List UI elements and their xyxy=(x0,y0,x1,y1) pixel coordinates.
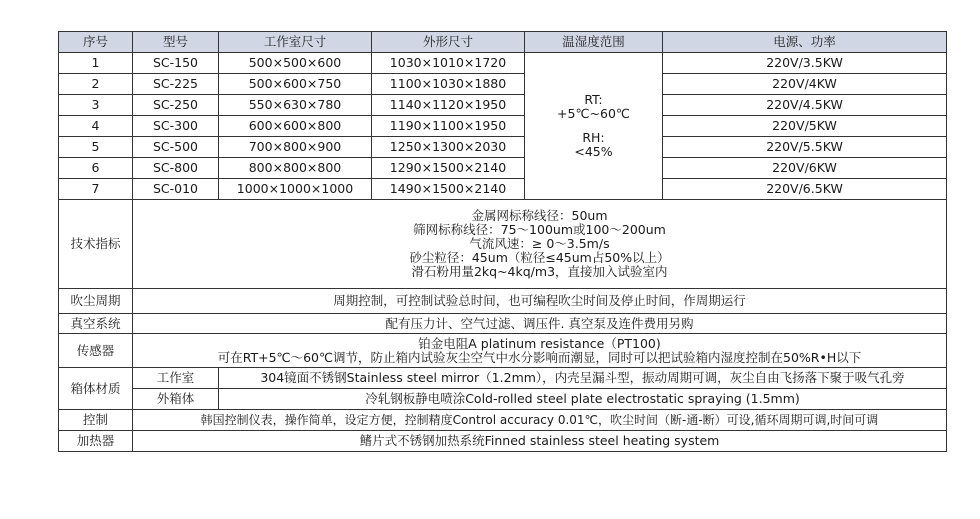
rh-label: RH: xyxy=(582,130,605,145)
tech-spec-label: 技术指标 xyxy=(59,200,133,289)
material-outer-value: 冷轧钢板静电喷涂Cold-rolled steel plate electrostatic spraying (1.5mm) xyxy=(219,389,947,410)
cell-power: 220V/4KW xyxy=(663,74,947,95)
cell-no: 7 xyxy=(59,179,133,200)
cell-model: SC-300 xyxy=(133,116,219,137)
cell-chamber: 700×800×900 xyxy=(219,137,372,158)
cell-outer: 1140×1120×1950 xyxy=(372,95,525,116)
spec-table-container xyxy=(58,31,946,452)
sensor-label: 传感器 xyxy=(59,334,133,368)
table-header-row xyxy=(59,32,947,53)
sensor-row xyxy=(59,334,947,368)
cell-power: 220V/6KW xyxy=(663,158,947,179)
heater-row xyxy=(59,431,947,452)
rh-value: <45% xyxy=(574,144,613,159)
material-inner-value: 304镜面不锈钢Stainless steel mirror（1.2mm），内壳呈漏斗型，振动周期可调，灰尘自由飞扬落下聚于吸气孔旁 xyxy=(219,368,947,389)
header-power: 电源、功率 xyxy=(663,32,947,53)
tech-line: 金属网标称线径：50um xyxy=(471,208,608,223)
rt-value: +5℃~60℃ xyxy=(557,106,630,121)
table-row xyxy=(59,74,947,95)
cell-power: 220V/5KW xyxy=(663,116,947,137)
material-outer-label: 外箱体 xyxy=(133,389,219,410)
cell-no: 5 xyxy=(59,137,133,158)
material-row-inner xyxy=(59,368,947,389)
cell-no: 3 xyxy=(59,95,133,116)
rt-label: RT: xyxy=(584,92,603,107)
cell-model: SC-150 xyxy=(133,53,219,74)
cell-power: 220V/4.5KW xyxy=(663,95,947,116)
cell-model: SC-500 xyxy=(133,137,219,158)
cell-outer: 1190×1100×1950 xyxy=(372,116,525,137)
cell-chamber: 500×600×750 xyxy=(219,74,372,95)
tech-line: 气流风速：≥ 0～3.5m/s xyxy=(469,236,610,251)
vacuum-value: 配有压力计、空气过滤、调压件. 真空泵及连件费用另购 xyxy=(133,314,947,334)
table-row xyxy=(59,53,947,74)
cell-no: 6 xyxy=(59,158,133,179)
material-inner-label: 工作室 xyxy=(133,368,219,389)
cell-no: 2 xyxy=(59,74,133,95)
control-row xyxy=(59,410,947,431)
header-env-range: 温湿度范围 xyxy=(525,32,663,53)
cell-model: SC-225 xyxy=(133,74,219,95)
env-range-cell xyxy=(525,53,663,200)
cell-outer: 1250×1300×2030 xyxy=(372,137,525,158)
cell-outer: 1100×1030×1880 xyxy=(372,74,525,95)
material-row-outer xyxy=(59,389,947,410)
header-model: 型号 xyxy=(133,32,219,53)
vacuum-label: 真空系统 xyxy=(59,314,133,334)
sensor-line: 铂金电阻A platinum resistance（PT100) xyxy=(418,335,661,351)
heater-value: 鳍片式不锈钢加热系统Finned stainless steel heating system xyxy=(133,431,947,452)
material-label: 箱体材质 xyxy=(59,368,133,410)
header-chamber-size: 工作室尺寸 xyxy=(219,32,372,53)
table-row xyxy=(59,137,947,158)
sensor-line: 可在RT+5℃～60℃调节，防止箱内试验灰尘空气中水分影响而潮显，同时可以把试验箱内湿度控制在50%R•H以下 xyxy=(217,349,862,365)
cell-outer: 1290×1500×2140 xyxy=(372,158,525,179)
table-row xyxy=(59,158,947,179)
cell-power: 220V/5.5KW xyxy=(663,137,947,158)
cell-chamber: 1000×1000×1000 xyxy=(219,179,372,200)
sensor-value xyxy=(133,334,947,368)
cell-power: 220V/3.5KW xyxy=(663,53,947,74)
vacuum-row xyxy=(59,314,947,334)
cell-model: SC-010 xyxy=(133,179,219,200)
tech-spec-row xyxy=(59,200,947,289)
cell-outer: 1030×1010×1720 xyxy=(372,53,525,74)
tech-line: 砂尘粒径：45um（粒径≤45um占50%以上） xyxy=(409,250,670,265)
tech-line: 滑石粉用量2kq~4kq/m3，直接加入试验室内 xyxy=(411,264,668,279)
heater-label: 加热器 xyxy=(59,431,133,452)
table-row xyxy=(59,116,947,137)
spec-table xyxy=(58,31,947,452)
cell-chamber: 500×500×600 xyxy=(219,53,372,74)
table-row xyxy=(59,179,947,200)
tech-line: 筛网标称线径：75～100um或100～200um xyxy=(413,222,666,237)
table-row xyxy=(59,95,947,116)
control-value: 韩国控制仪表，操作简单，设定方便，控制精度Control accuracy 0.01℃，吹尘时间（断-通-断）可设,循环周期可调,时间可调 xyxy=(133,410,947,431)
dust-cycle-value: 周期控制，可控制试验总时间，也可编程吹尘时间及停止时间，作周期运行 xyxy=(133,289,947,314)
cell-chamber: 550×630×780 xyxy=(219,95,372,116)
header-outer-size: 外形尺寸 xyxy=(372,32,525,53)
control-label: 控制 xyxy=(59,410,133,431)
cell-power: 220V/6.5KW xyxy=(663,179,947,200)
cell-no: 1 xyxy=(59,53,133,74)
dust-cycle-row xyxy=(59,289,947,314)
cell-model: SC-250 xyxy=(133,95,219,116)
cell-no: 4 xyxy=(59,116,133,137)
header-no: 序号 xyxy=(59,32,133,53)
dust-cycle-label: 吹尘周期 xyxy=(59,289,133,314)
cell-model: SC-800 xyxy=(133,158,219,179)
cell-chamber: 600×600×800 xyxy=(219,116,372,137)
cell-chamber: 800×800×800 xyxy=(219,158,372,179)
cell-outer: 1490×1500×2140 xyxy=(372,179,525,200)
tech-spec-value xyxy=(133,200,947,289)
